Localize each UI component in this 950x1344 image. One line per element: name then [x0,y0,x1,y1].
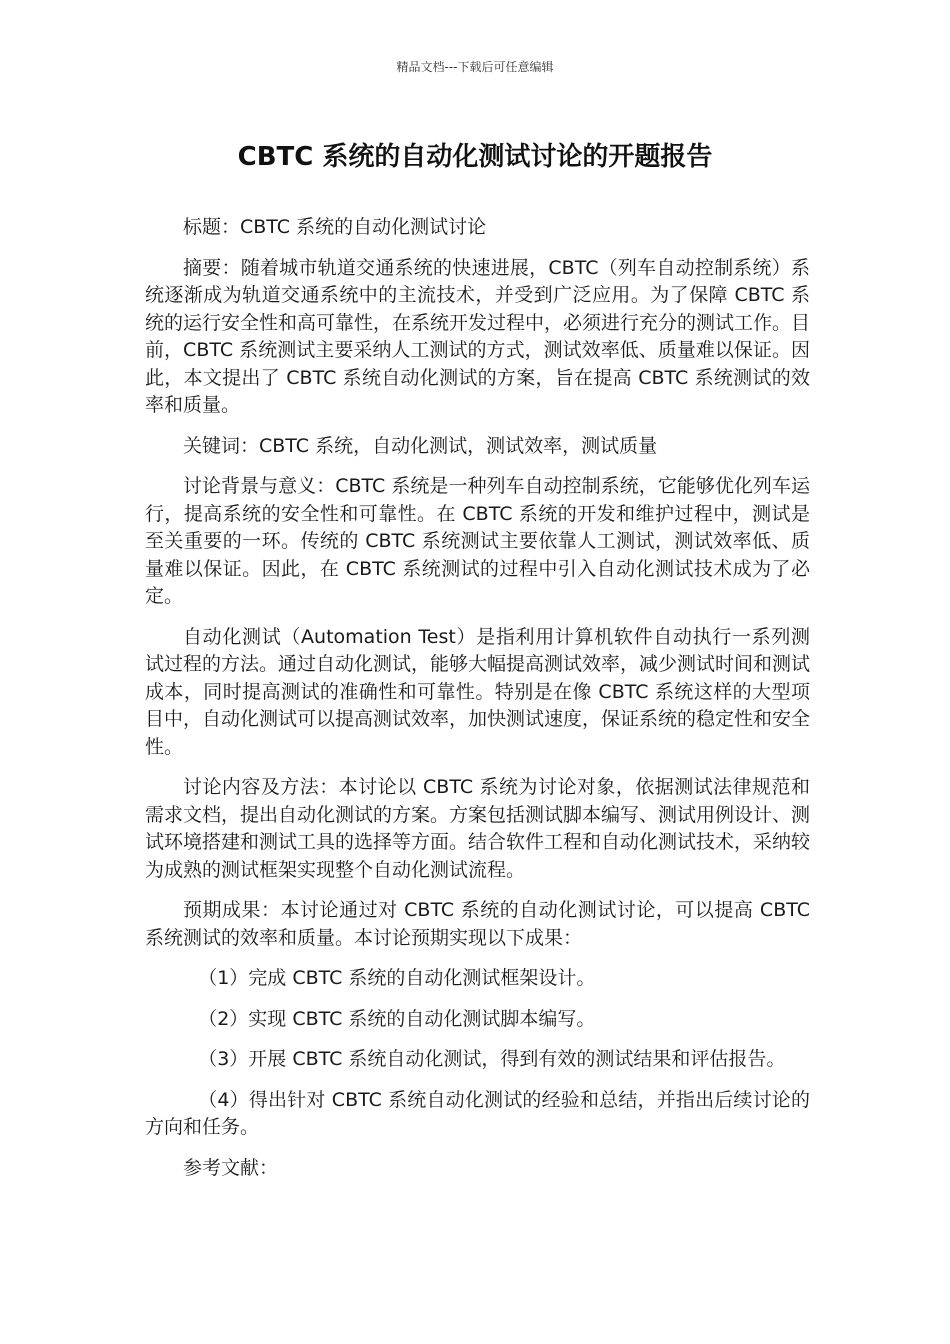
title-line: 标题：CBTC 系统的自动化测试讨论 [183,216,487,238]
automation-test-paragraph: 自动化测试（Automation Test）是指利用计算机软件自动执行一系列测试过程的方法。通过自动化测试，能够大幅提高测试效率，减少测试时间和测试成本，同时提高测试的准确性和可靠性。特别是在像 CBTC 系统这样的大型项目中，自动化测试可以提高测试效率，加快测试速度，保证系统的稳定性和安全性。 [145,625,811,758]
document-title: CBTC 系统的自动化测试讨论的开题报告 [237,142,713,172]
background-paragraph: 讨论背景与意义：CBTC 系统是一种列车自动控制系统，它能够优化列车运行，提高系统的安全性和可靠性。在 CBTC 系统的开发和维护过程中，测试是至关重要的一环。传统的 CBTC 系统测试主要依靠人工测试，测试效率低、质量难以保证。因此，在 CBTC 系统测试的过程中引入自动化测试技术成为了必定。 [145,475,810,607]
result-item-2: （2）实现 CBTC 系统的自动化测试脚本编写。 [198,1007,596,1030]
result-item-1: （1）完成 CBTC 系统的自动化测试框架设计。 [198,967,596,989]
result-item-3: （3）开展 CBTC 系统自动化测试，得到有效的测试结果和评估报告。 [198,1048,786,1070]
result-item-4: （4）得出针对 CBTC 系统自动化测试的经验和总结，并指出后续讨论的方向和任务。 [145,1088,810,1138]
document-body [145,214,810,1195]
expected-results-paragraph: 预期成果：本讨论通过对 CBTC 系统的自动化测试讨论，可以提高 CBTC 系统测试的效率和质量。本讨论预期实现以下成果： [145,899,810,949]
keywords-paragraph: 关键词：CBTC 系统，自动化测试，测试效率，测试质量 [183,434,658,457]
abstract-paragraph: 摘要：随着城市轨道交通系统的快速进展，CBTC（列车自动控制系统）系统逐渐成为轨道交通系统中的主流技术，并受到广泛应用。为了保障 CBTC 系统的运行安全性和高可靠性，在系统开发过程中，必须进行充分的测试工作。目前，CBTC 系统测试主要采纳人工测试的方式，测试效率低、质量难以保证。因此，本文提出了 CBTC 系统自动化测试的方案，旨在提高 CBTC 系统测试的效率和质量。 [145,256,811,416]
references-heading: 参考文献： [183,1156,279,1179]
header-watermark: 精品文档---下载后可任意编辑 [396,60,554,74]
methods-paragraph: 讨论内容及方法：本讨论以 CBTC 系统为讨论对象，依据测试法律规范和需求文档，提出自动化测试的方案。方案包括测试脚本编写、测试用例设计、测试环境搭建和测试工具的选择等方面。结合软件工程和自动化测试技术，采纳较为成熟的测试框架实现整个自动化测试流程。 [145,776,811,881]
